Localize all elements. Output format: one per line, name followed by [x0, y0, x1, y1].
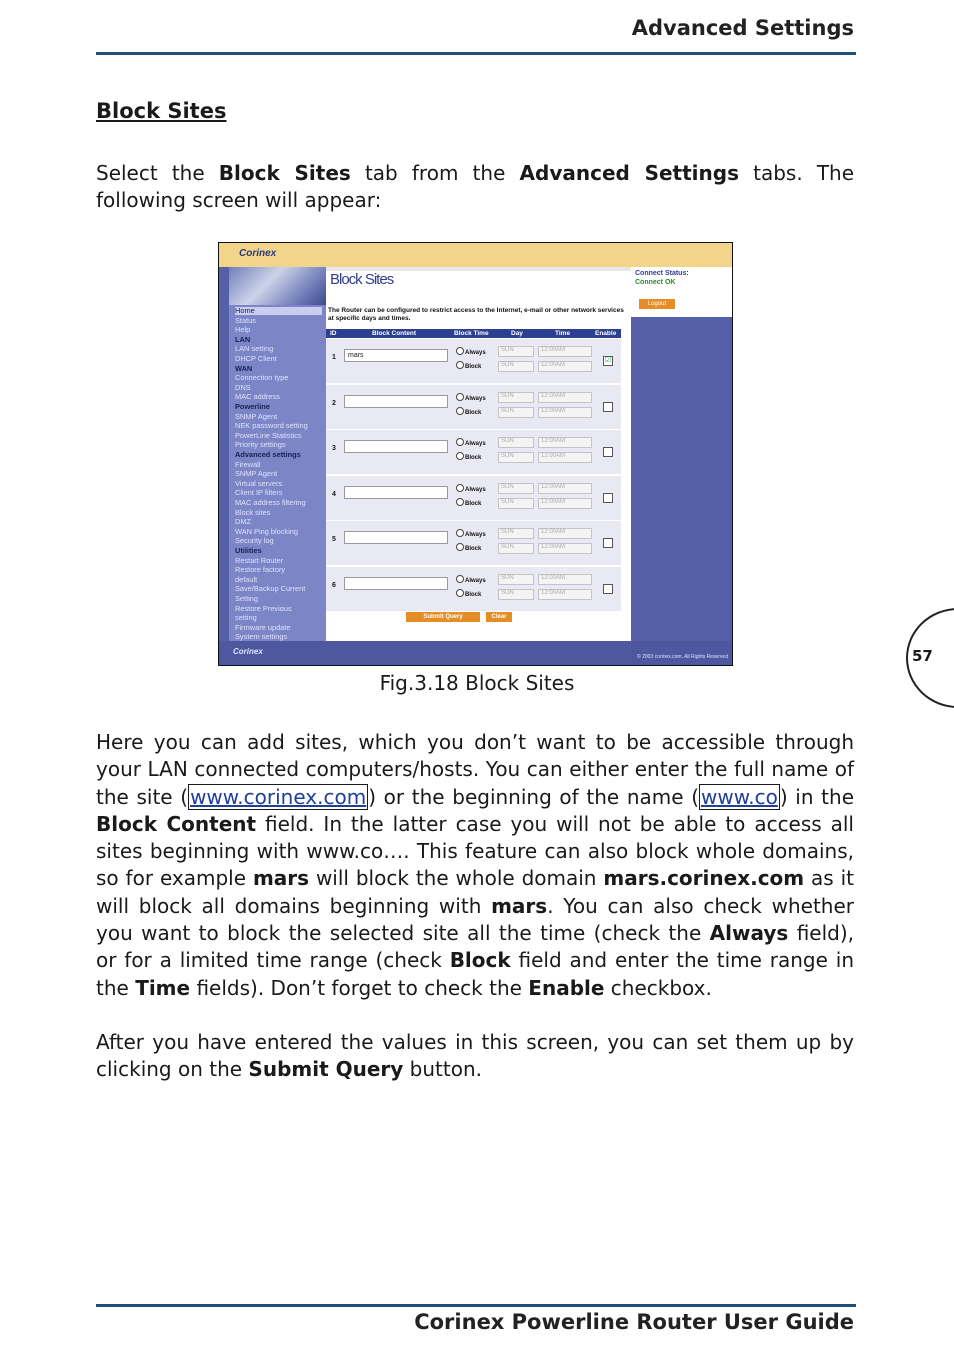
submit-query-button[interactable]: Submit Query	[406, 612, 480, 622]
end-day-select[interactable]: SUN	[498, 452, 534, 463]
start-time-select[interactable]: 12:00AM	[538, 392, 592, 403]
header-photo	[229, 267, 326, 305]
nav-item[interactable]: MAC address	[235, 392, 280, 402]
nav-item[interactable]: Firewall	[235, 459, 261, 469]
nav-item[interactable]: Setting	[235, 594, 259, 603]
nav-item[interactable]: PowerLine Statistics	[235, 430, 302, 440]
intro-paragraph: Select the Block Sites tab from the Advanced Settings tabs. The following screen will appear:	[96, 161, 855, 213]
corinex-logo: Corinex	[239, 248, 277, 259]
footer-rule	[96, 1304, 856, 1307]
nav-item[interactable]: WAN	[235, 363, 253, 373]
start-time-select[interactable]: 12:00AM	[538, 528, 592, 539]
table-row	[326, 430, 621, 475]
table-row	[326, 521, 621, 566]
row-id: 6	[332, 581, 336, 589]
table-row	[326, 339, 621, 384]
footer-logo: Corinex	[233, 647, 263, 656]
figure-caption: Fig.3.18 Block Sites	[379, 671, 575, 695]
panel-description: The Router can be configured to restrict access to the Internet, e-mail or other network services at specific days and times.	[328, 307, 624, 322]
end-day-select[interactable]: SUN	[498, 498, 534, 509]
nav-item[interactable]: Restart Router	[235, 555, 284, 565]
enable-checkbox[interactable]	[603, 584, 613, 594]
end-time-select[interactable]: 12:00AM	[538, 543, 592, 554]
link-www-co[interactable]: www.co	[701, 784, 778, 809]
start-time-select[interactable]: 12:00AM	[538, 437, 592, 448]
nav-item[interactable]: SNMP Agent	[235, 411, 278, 421]
nav-item[interactable]: Advanced settings	[235, 450, 301, 459]
enable-checkbox[interactable]	[603, 402, 613, 412]
nav-item[interactable]: Security log	[235, 536, 274, 546]
enable-checkbox[interactable]: ☑	[604, 357, 612, 364]
block-sites-screenshot	[218, 242, 733, 666]
section-title: Block Sites	[96, 99, 227, 123]
start-time-select[interactable]: 12:00AM	[538, 574, 592, 585]
block-content-input[interactable]: mars	[344, 349, 448, 362]
nav-item[interactable]: MAC address filtering	[235, 498, 306, 507]
start-day-select[interactable]: SUN	[498, 346, 534, 357]
col-enable: Enable	[595, 330, 617, 337]
nav-item[interactable]: Block sites	[235, 507, 271, 517]
block-radio[interactable]: Block	[456, 452, 481, 461]
end-day-select[interactable]: SUN	[498, 407, 534, 418]
start-day-select[interactable]: SUN	[498, 574, 534, 585]
start-day-select[interactable]: SUN	[498, 528, 534, 539]
start-day-select[interactable]: SUN	[498, 483, 534, 494]
nav-item[interactable]: Powerline	[235, 402, 270, 411]
block-radio[interactable]: Block	[456, 589, 481, 598]
start-time-select[interactable]: 12:00AM	[538, 483, 592, 494]
connect-status-label: Connect Status:	[635, 270, 689, 277]
nav-item[interactable]: Priority settings	[235, 440, 286, 450]
nav-item[interactable]: Restore factory	[235, 565, 286, 575]
submit-paragraph: After you have entered the values in this screen, you can set them up by clicking on the Submit Query button.	[96, 1030, 854, 1082]
body-paragraph: Here you can add sites, which you don’t want to be accessible through your LAN connected computers/hosts. You can either enter the full name of the site ( www.corinex.com ) or the beginning of the name ( www.co ) in the Block Content field. In the latter case you will not be able to access all sites beginning with www.co…. This feature can also block whole domains, so for example mars will block the whole domain mars.corinex.com as it will block all domains beginning with mars. You can also check whether you want to block the selected site all the time (check the Always field), or for a limited time range (check Block field and enter the time range in the Time fields). Don’t forget to check the Enable checkbox.	[96, 730, 855, 1000]
end-day-select[interactable]: SUN	[498, 361, 534, 372]
col-time: Time	[555, 330, 571, 337]
block-content-input[interactable]	[344, 395, 448, 408]
end-time-select[interactable]: 12:00AM	[538, 407, 592, 418]
col-id: ID	[330, 330, 337, 337]
block-content-input[interactable]	[344, 577, 448, 590]
nav-item[interactable]: DHCP Client	[235, 354, 277, 363]
end-time-select[interactable]: 12:00AM	[538, 589, 592, 600]
nav-item[interactable]: Restore Previous	[235, 603, 292, 613]
always-radio[interactable]: Always	[456, 347, 486, 356]
figure-top-bar	[219, 243, 732, 267]
row-id: 2	[332, 399, 336, 407]
always-radio[interactable]: Always	[456, 575, 486, 584]
end-day-select[interactable]: SUN	[498, 589, 534, 600]
header-rule	[96, 52, 856, 55]
row-id: 4	[332, 490, 336, 498]
start-day-select[interactable]: SUN	[498, 392, 534, 403]
row-id: 3	[332, 445, 336, 452]
copyright: © 2003 corinex.com. All Rights Reserved	[637, 654, 728, 660]
nav-item[interactable]: WAN Ping blocking	[235, 526, 298, 536]
always-radio[interactable]: Always	[456, 484, 486, 493]
block-content-input[interactable]	[344, 531, 448, 544]
block-content-input[interactable]	[344, 440, 448, 453]
block-radio[interactable]: Block	[456, 407, 481, 416]
nav-item[interactable]: Home	[235, 307, 322, 315]
end-time-select[interactable]: 12:00AM	[538, 452, 592, 463]
running-footer: Corinex Powerline Router User Guide	[414, 1310, 854, 1334]
nav-item[interactable]: System settings	[235, 632, 288, 642]
nav-item[interactable]: DNS	[235, 382, 251, 392]
nav-item[interactable]: Save/Backup Current	[235, 584, 306, 594]
table-row	[326, 476, 621, 521]
nav-item[interactable]: Help	[235, 325, 251, 335]
enable-checkbox[interactable]	[603, 538, 613, 548]
col-block-time: Block Time	[454, 330, 489, 337]
start-time-select[interactable]: 12:00AM	[538, 346, 592, 357]
link-corinex[interactable]: www.corinex.com	[190, 784, 367, 809]
table-row	[326, 385, 621, 430]
block-sites-panel	[326, 267, 631, 641]
always-radio[interactable]: Always	[456, 393, 486, 402]
end-time-select[interactable]: 12:00AM	[538, 361, 592, 372]
end-day-select[interactable]: SUN	[498, 543, 534, 554]
start-day-select[interactable]: SUN	[498, 437, 534, 448]
nav-item[interactable]: LAN setting	[235, 344, 274, 354]
nav-item[interactable]: setting	[235, 613, 257, 623]
nav-item[interactable]: DMZ	[235, 517, 252, 527]
connect-status-box	[631, 267, 732, 317]
enable-checkbox[interactable]	[603, 447, 613, 457]
clear-button[interactable]: Clear	[486, 612, 512, 622]
row-id: 5	[332, 536, 336, 543]
nav-item[interactable]: Status	[235, 315, 256, 325]
nav-item[interactable]: LAN	[235, 334, 251, 344]
nav-item[interactable]: default	[235, 574, 258, 584]
nav-item[interactable]: Firmware update	[235, 622, 291, 632]
nav-item[interactable]: Virtual servers	[235, 478, 283, 488]
col-day: Day	[511, 330, 523, 337]
end-time-select[interactable]: 12:00AM	[538, 498, 592, 509]
status-column	[631, 267, 732, 641]
nav-item[interactable]: Client IP filters	[235, 488, 283, 498]
enable-checkbox[interactable]	[603, 493, 613, 503]
always-radio[interactable]: Always	[456, 529, 486, 538]
table-header	[326, 329, 621, 338]
block-radio[interactable]: Block	[456, 361, 481, 370]
page-number: 57	[912, 647, 933, 665]
nav-item[interactable]: Utilities	[235, 546, 262, 555]
running-header: Advanced Settings	[631, 16, 854, 40]
logout-button[interactable]: Logout	[639, 299, 675, 309]
nav-item[interactable]: SNMP Agent	[235, 469, 278, 479]
table-row	[326, 567, 621, 612]
nav-item[interactable]: Connection type	[235, 373, 289, 383]
block-radio[interactable]: Block	[456, 543, 481, 552]
connect-status-value: Connect OK	[635, 279, 676, 286]
nav-item[interactable]: NEK password setting	[235, 421, 308, 431]
row-id: 1	[332, 354, 336, 361]
figure-footer-bar	[219, 641, 732, 665]
block-content-input[interactable]	[344, 486, 448, 499]
col-block-content: Block Content	[372, 330, 417, 337]
panel-title: Block Sites	[330, 271, 394, 288]
always-radio[interactable]: Always	[456, 438, 486, 447]
block-radio[interactable]: Block	[456, 498, 481, 507]
